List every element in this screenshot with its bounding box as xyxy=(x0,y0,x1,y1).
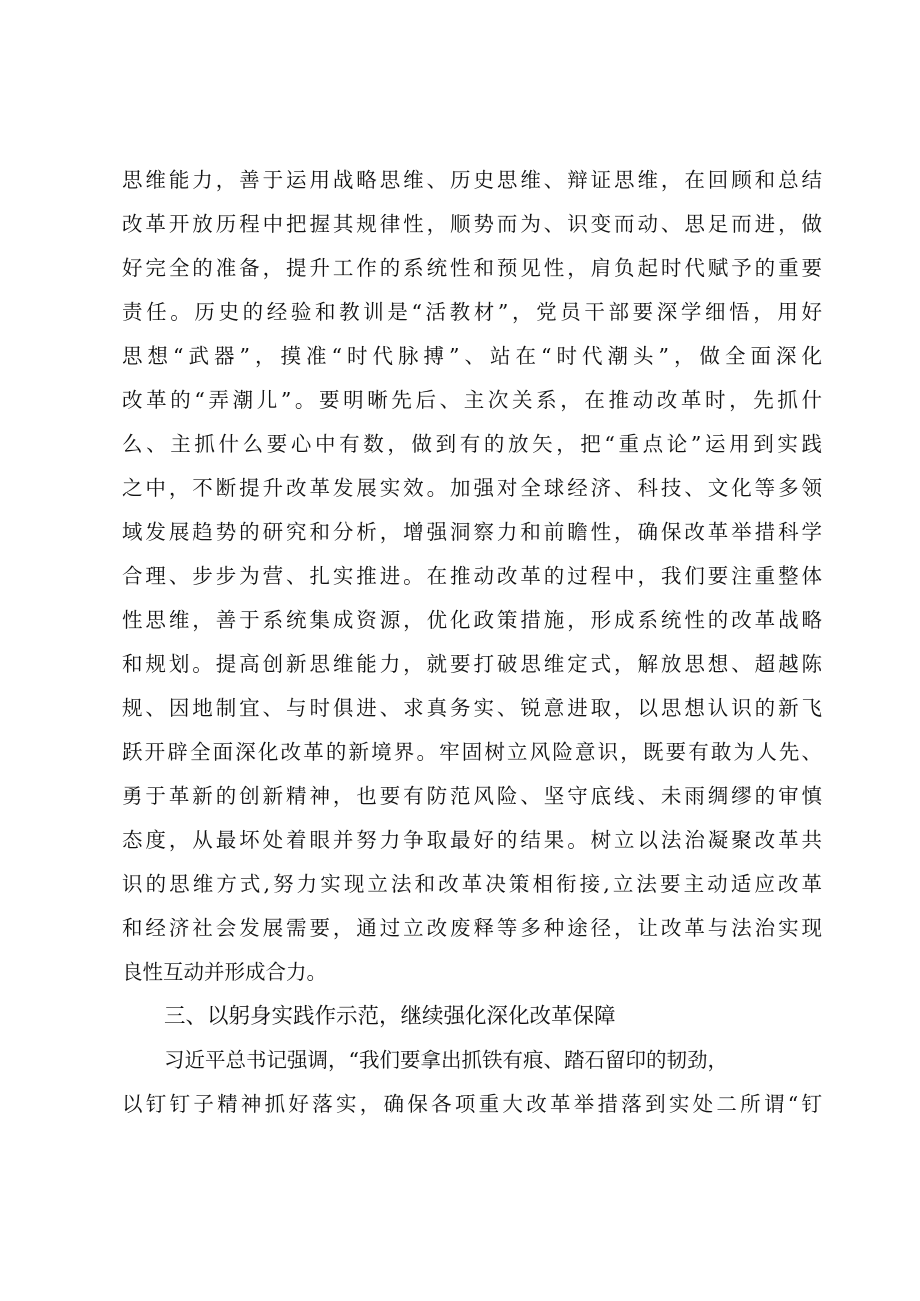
paragraph-line: 思想“武器”，摸准“时代脉搏”、站在“时代潮头”，做全面深化 xyxy=(122,344,822,368)
paragraph-line: 良性互动并形成合力。 xyxy=(122,960,327,984)
paragraph-1 xyxy=(122,158,822,994)
paragraph-line: 识的思维方式,努力实现立法和改革决策相衔接,立法要主动适应改革 xyxy=(122,872,822,896)
paragraph-line: 合理、步步为营、扎实推进。在推动改革的过程中，我们要注重整体 xyxy=(122,564,822,588)
paragraph-line: 性思维，善于系统集成资源，优化政策措施，形成系统性的改革战略 xyxy=(122,608,822,632)
paragraph-2 xyxy=(122,1038,822,1126)
paragraph-line: 责任。历史的经验和教训是“活教材”，党员干部要深学细悟，用好 xyxy=(122,300,822,324)
paragraph-line: 之中，不断提升改革发展实效。加强对全球经济、科技、文化等多领 xyxy=(122,476,822,500)
paragraph-line: 习近平总书记强调，“我们要拿出抓铁有痕、踏石留印的韧劲， xyxy=(164,1048,728,1072)
paragraph-line: 勇于革新的创新精神，也要有防范风险、坚守底线、未雨绸缪的审慎 xyxy=(122,784,822,808)
paragraph-line: 跃开辟全面深化改革的新境界。牢固树立风险意识，既要有敢为人先、 xyxy=(122,740,822,764)
paragraph-line: 和经济社会发展需要，通过立改废释等多种途径，让改革与法治实现 xyxy=(122,916,822,940)
section-heading xyxy=(122,994,822,1040)
paragraph-line: 么、主抓什么要心中有数，做到有的放矢，把“重点论”运用到实践 xyxy=(122,432,822,456)
paragraph-line: 好完全的准备，提升工作的系统性和预见性，肩负起时代赋予的重要 xyxy=(122,256,822,280)
paragraph-line: 以钉钉子精神抓好落实，确保各项重大改革举措落到实处二所谓“钉 xyxy=(122,1092,822,1116)
paragraph-line: 思维能力，善于运用战略思维、历史思维、辩证思维，在回顾和总结 xyxy=(122,168,822,192)
section-heading-text: 三、以躬身实践作示范，继续强化深化改革保障 xyxy=(164,1004,616,1029)
paragraph-line: 域发展趋势的研究和分析，增强洞察力和前瞻性，确保改革举措科学 xyxy=(122,520,822,544)
paragraph-line: 和规划。提高创新思维能力，就要打破思维定式，解放思想、超越陈 xyxy=(122,652,822,676)
paragraph-line: 规、因地制宜、与时俱进、求真务实、锐意进取，以思想认识的新飞 xyxy=(122,696,822,720)
paragraph-line: 改革的“弄潮儿”。要明晰先后、主次关系，在推动改革时，先抓什 xyxy=(122,388,822,412)
paragraph-line: 态度，从最坏处着眼并努力争取最好的结果。树立以法治凝聚改革共 xyxy=(122,828,822,852)
paragraph-line: 改革开放历程中把握其规律性，顺势而为、识变而动、思足而进，做 xyxy=(122,212,822,236)
